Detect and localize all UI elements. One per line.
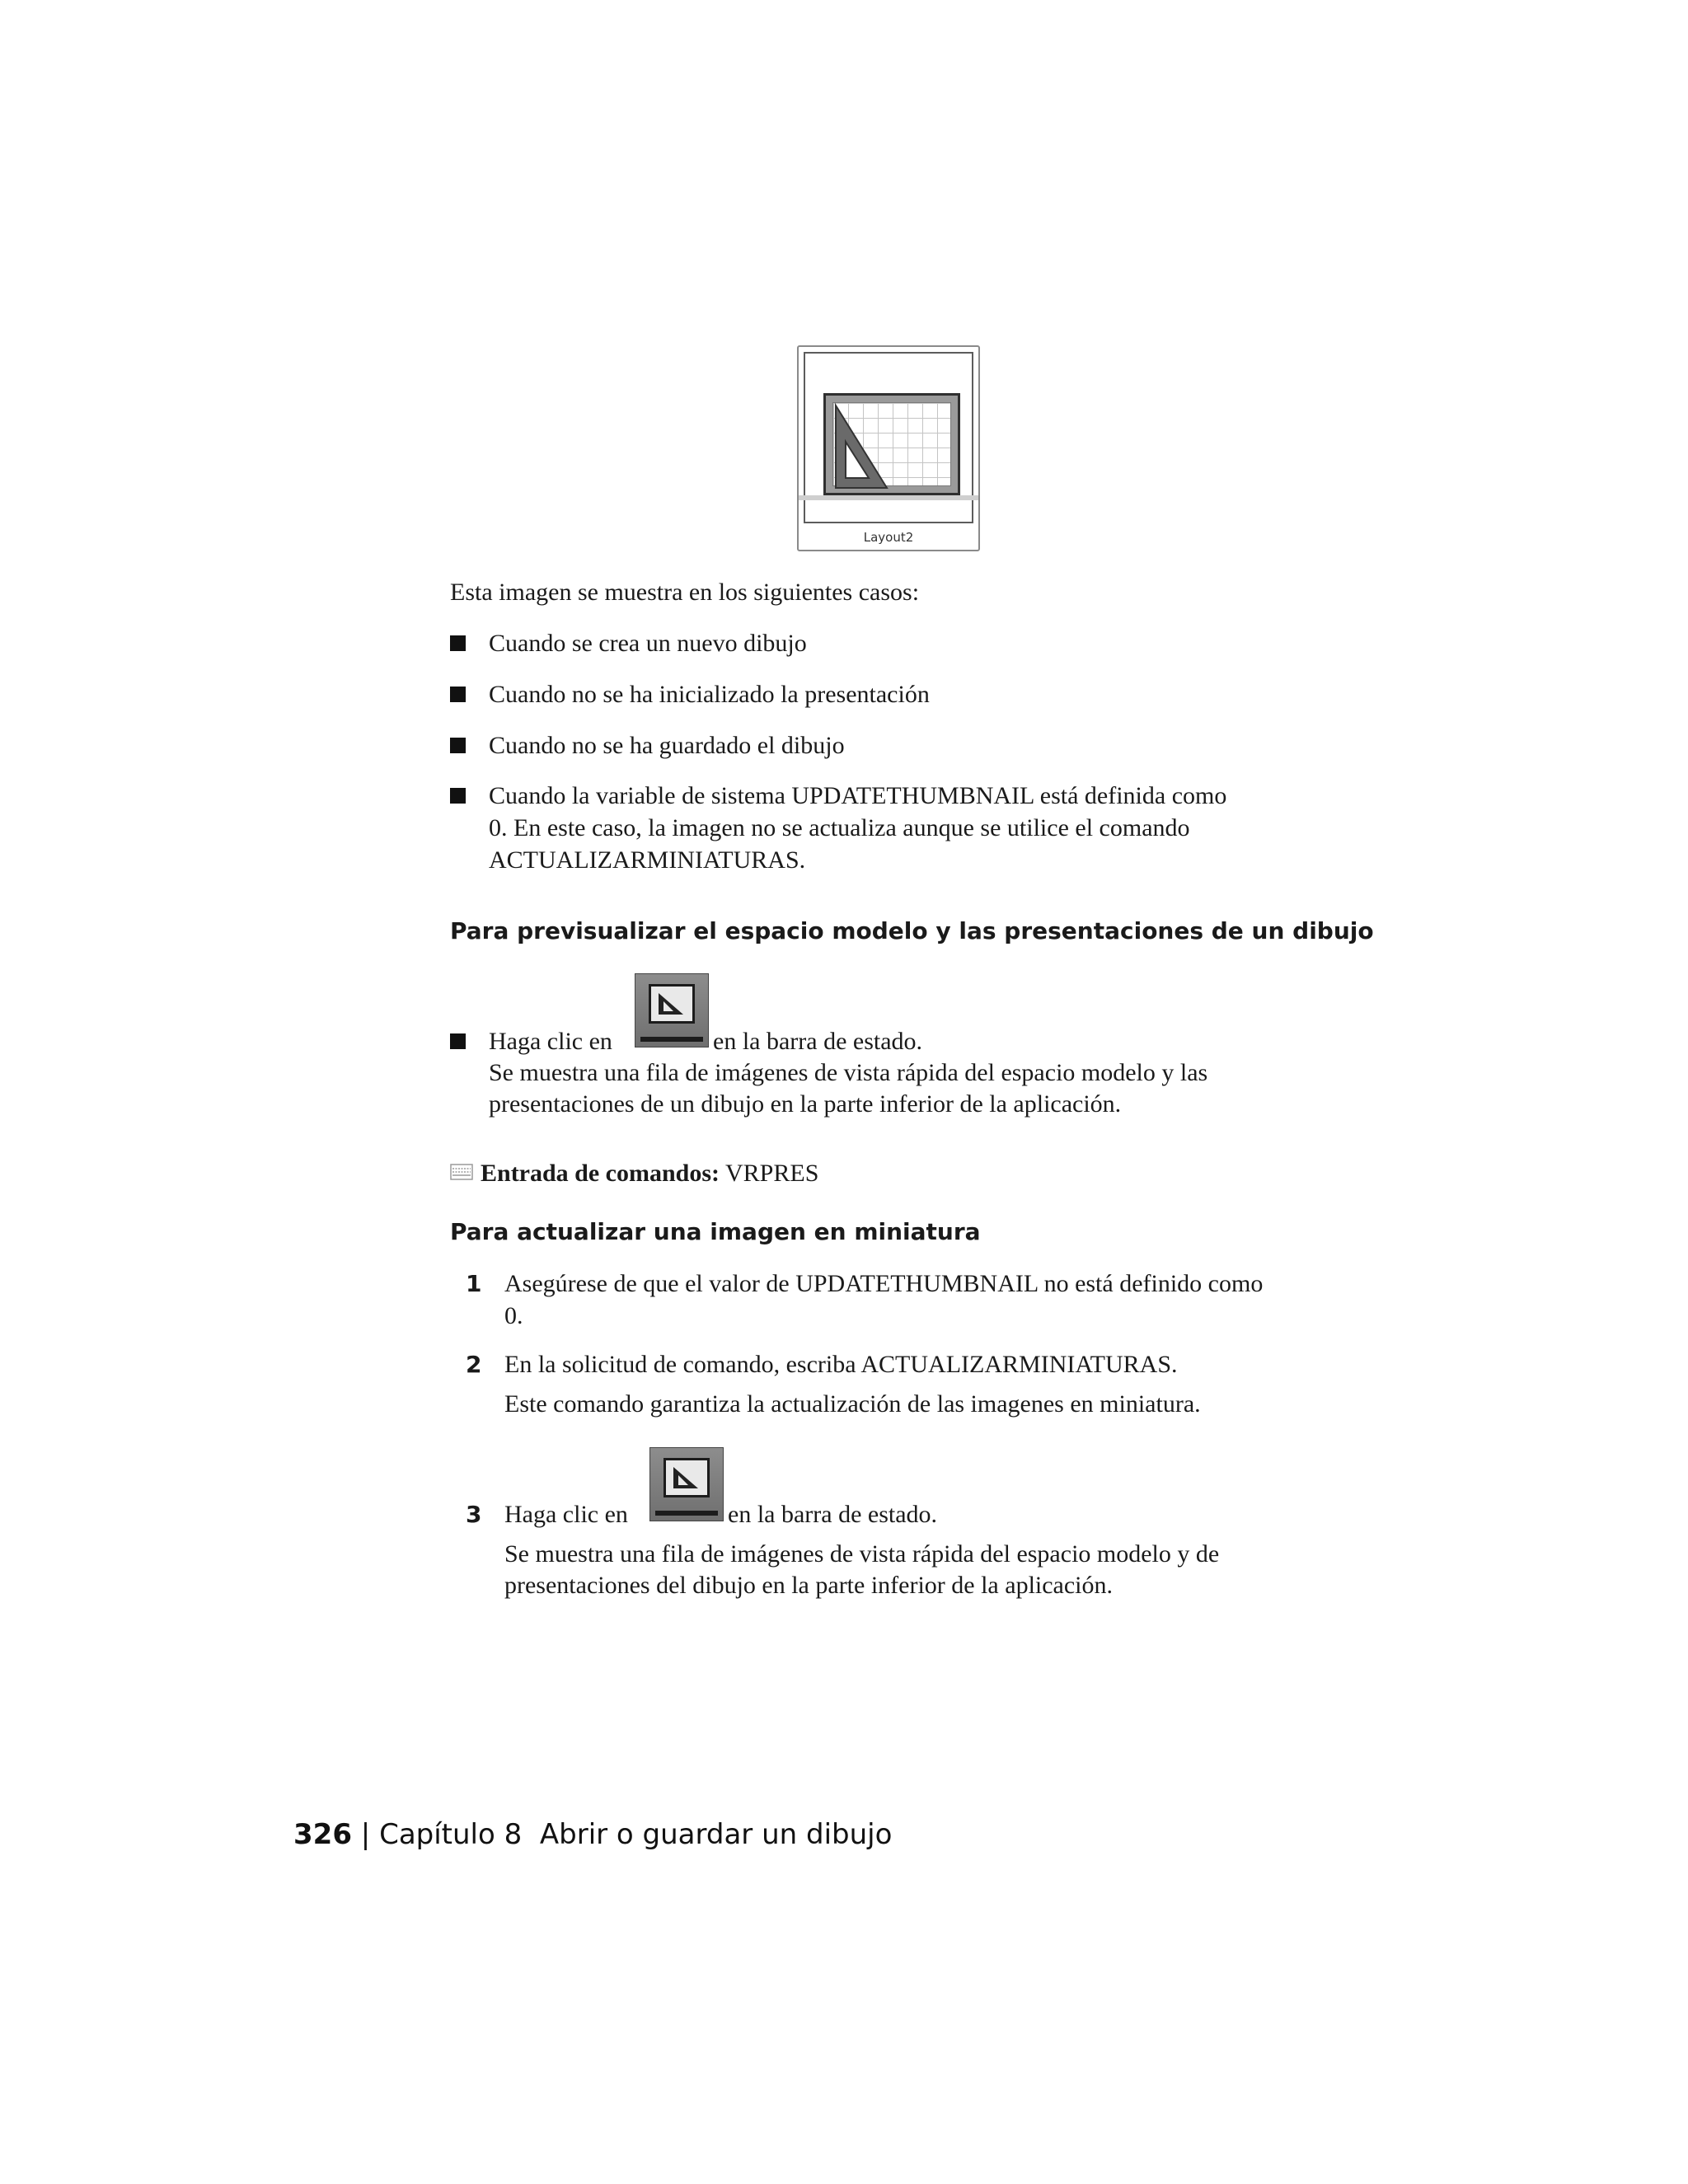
section-heading-update: Para actualizar una imagen en miniatura [450,1218,981,1245]
set-square-icon [832,402,890,491]
monitor-icon [649,984,695,1024]
bullet-marker [450,738,466,753]
monitor-icon [663,1458,710,1497]
step-text: En la solicitud de comando, escriba ACTUALIZARMINIATURAS. [504,1351,1178,1378]
list-item: Cuando no se ha inicializado la presentación [489,681,930,708]
thumbnail-divider [799,495,978,500]
list-item-continuation: 0. En este caso, la imagen no se actualiza aunque se utilice el comando [489,814,1190,841]
layout-sheet-icon [823,393,960,495]
step-text: Haga clic en [489,1028,612,1055]
step-text: 0. [504,1302,523,1329]
list-item: Cuando la variable de sistema UPDATETHUMBNAIL está definida como [489,782,1227,809]
keyboard-icon [450,1163,473,1181]
step-text: en la barra de estado. [728,1501,938,1528]
step-text: Asegúrese de que el valor de UPDATETHUMBNAIL no está definido como [504,1270,1264,1297]
step-text: en la barra de estado. [713,1028,923,1055]
monitor-base [655,1511,718,1516]
section-heading-preview: Para previsualizar el espacio modelo y las presentaciones de un dibujo [450,917,1374,944]
bullet-marker [450,1033,466,1049]
footer-separator: | [360,1818,371,1851]
step-description: Se muestra una fila de imágenes de vista rápida del espacio modelo y de [504,1540,1220,1568]
list-item: Cuando se crea un nuevo dibujo [489,630,807,657]
page-footer [293,1818,892,1851]
command-label: Entrada de comandos: [481,1160,720,1187]
chapter-label: Capítulo 8 [379,1818,523,1851]
thumbnail-frame [804,352,973,523]
step-number: 2 [466,1351,482,1378]
step-description: Se muestra una fila de imágenes de vista rápida del espacio modelo y las [489,1059,1208,1086]
command-value: VRPRES [725,1160,819,1187]
step-description: presentaciones de un dibujo en la parte inferior de la aplicación. [489,1090,1122,1118]
monitor-base [640,1037,703,1042]
bullet-marker [450,635,466,651]
list-item-continuation: ACTUALIZARMINIATURAS. [489,846,806,874]
set-square-icon [656,991,687,1017]
intro-text: Esta imagen se muestra en los siguientes casos: [450,579,920,606]
page-number: 326 [293,1818,352,1851]
command-entry [481,1157,818,1189]
bullet-marker [450,788,466,804]
step-number: 1 [466,1270,482,1297]
step-number: 3 [466,1501,482,1528]
quick-view-layouts-button[interactable] [635,973,709,1047]
step-text: Haga clic en [504,1501,628,1528]
set-square-icon [671,1465,702,1491]
bullet-marker [450,687,466,702]
layout-thumbnail-image [797,345,980,551]
step-description: Este comando garantiza la actualización de las imagenes en miniatura. [504,1390,1201,1418]
thumbnail-caption: Layout2 [863,530,914,545]
step-description: presentaciones del dibujo en la parte inferior de la aplicación. [504,1572,1114,1599]
chapter-title: Abrir o guardar un dibujo [539,1818,893,1851]
list-item: Cuando no se ha guardado el dibujo [489,732,845,759]
quick-view-layouts-button[interactable] [649,1447,724,1521]
